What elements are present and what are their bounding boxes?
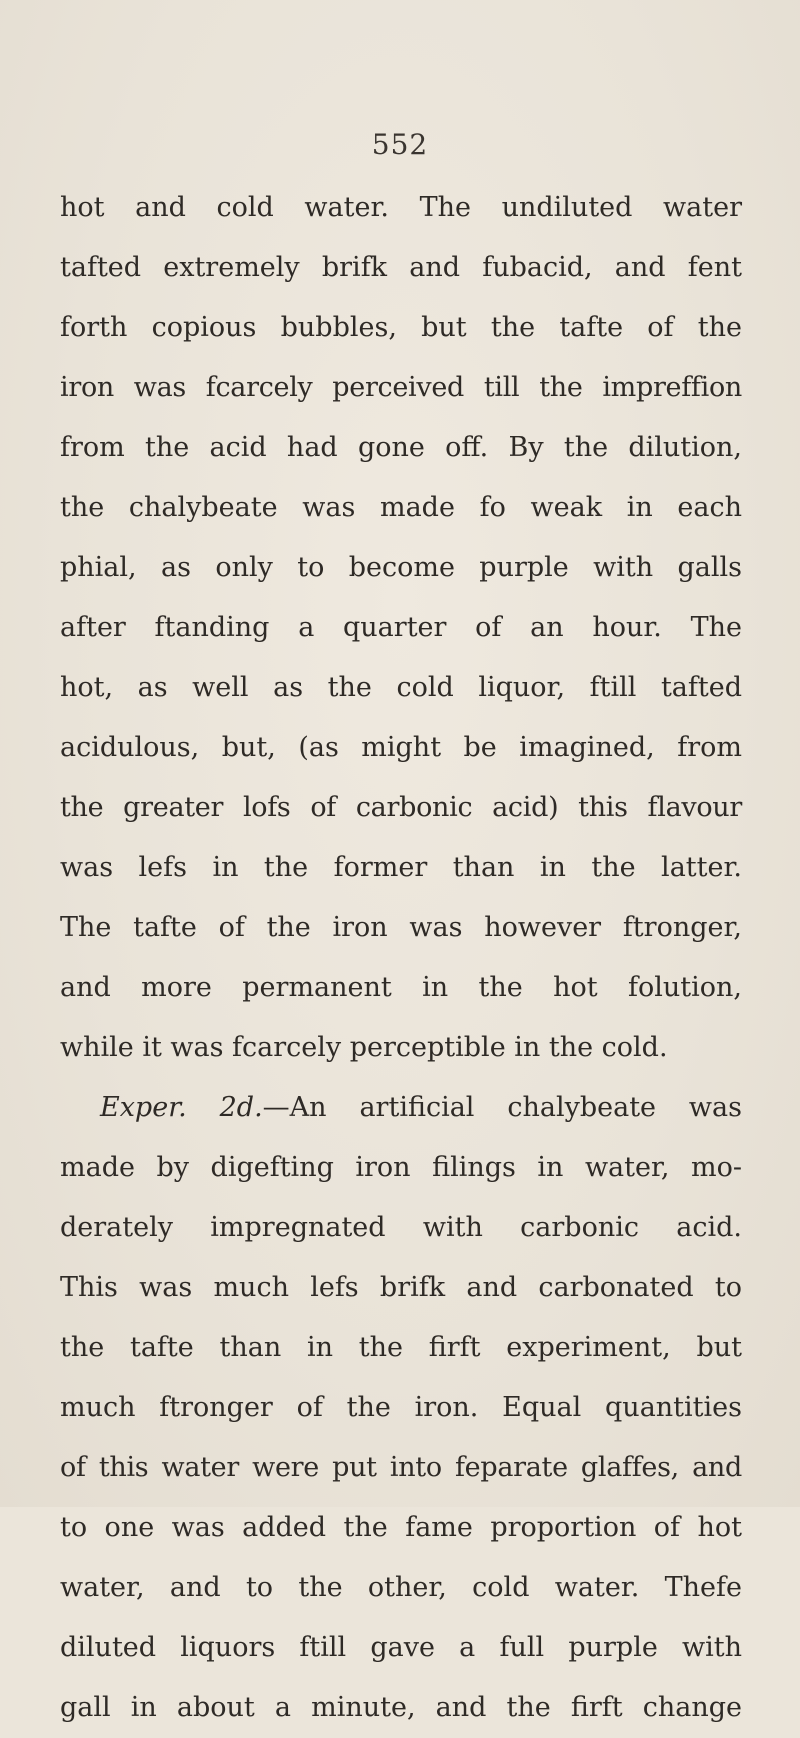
body-text	[60, 178, 742, 1738]
text-line: after ftanding a quarter of an hour. The	[60, 612, 742, 643]
text-line: The tafte of the iron was however ftronger,	[60, 912, 742, 943]
experiment-heading-line	[60, 1078, 742, 1138]
text-line: while it was fcarcely perceptible in the cold.	[60, 1032, 668, 1063]
text-line: hot and cold water. The undiluted water	[60, 192, 742, 223]
text-line: hot, as well as the cold liquor, ftill tafted	[60, 672, 742, 703]
text-line: tafted extremely brifk and fubacid, and fent	[60, 252, 742, 283]
text-line: the greater lofs of carbonic acid) this flavour	[60, 792, 742, 823]
text-line: acidulous, but, (as might be imagined, from	[60, 732, 742, 763]
text-line: and more permanent in the hot folution,	[60, 972, 742, 1003]
text-line: gall in about a minute, and the firft change	[60, 1692, 742, 1723]
text-line: derately impregnated with carbonic acid.	[60, 1212, 742, 1243]
text-line: to one was added the fame proportion of hot	[60, 1512, 742, 1543]
text-line: from the acid had gone off. By the dilution,	[60, 432, 742, 463]
text-line: forth copious bubbles, but the tafte of the	[60, 312, 742, 343]
text-line: phial, as only to become purple with galls	[60, 552, 742, 583]
text-line: diluted liquors ftill gave a full purple with	[60, 1632, 742, 1663]
text-line: iron was fcarcely perceived till the impreffion	[60, 372, 742, 403]
text-line: of this water were put into feparate glaffes, and	[60, 1452, 742, 1483]
text-line: This was much lefs brifk and carbonated to	[60, 1272, 742, 1303]
text-line: the chalybeate was made fo weak in each	[60, 492, 742, 523]
experiment-text: —An artificial chalybeate was	[262, 1092, 742, 1123]
text-line: much ftronger of the iron. Equal quantities	[60, 1392, 742, 1423]
text-line: water, and to the other, cold water. Thefe	[60, 1572, 742, 1603]
page-number: 552	[371, 128, 429, 161]
text-line: the tafte than in the firft experiment, but	[60, 1332, 742, 1363]
text-line: was lefs in the former than in the latter.	[60, 852, 742, 883]
experiment-label: Exper. 2d.	[100, 1092, 263, 1123]
text-line: made by digefting iron filings in water, mo-	[60, 1152, 742, 1183]
